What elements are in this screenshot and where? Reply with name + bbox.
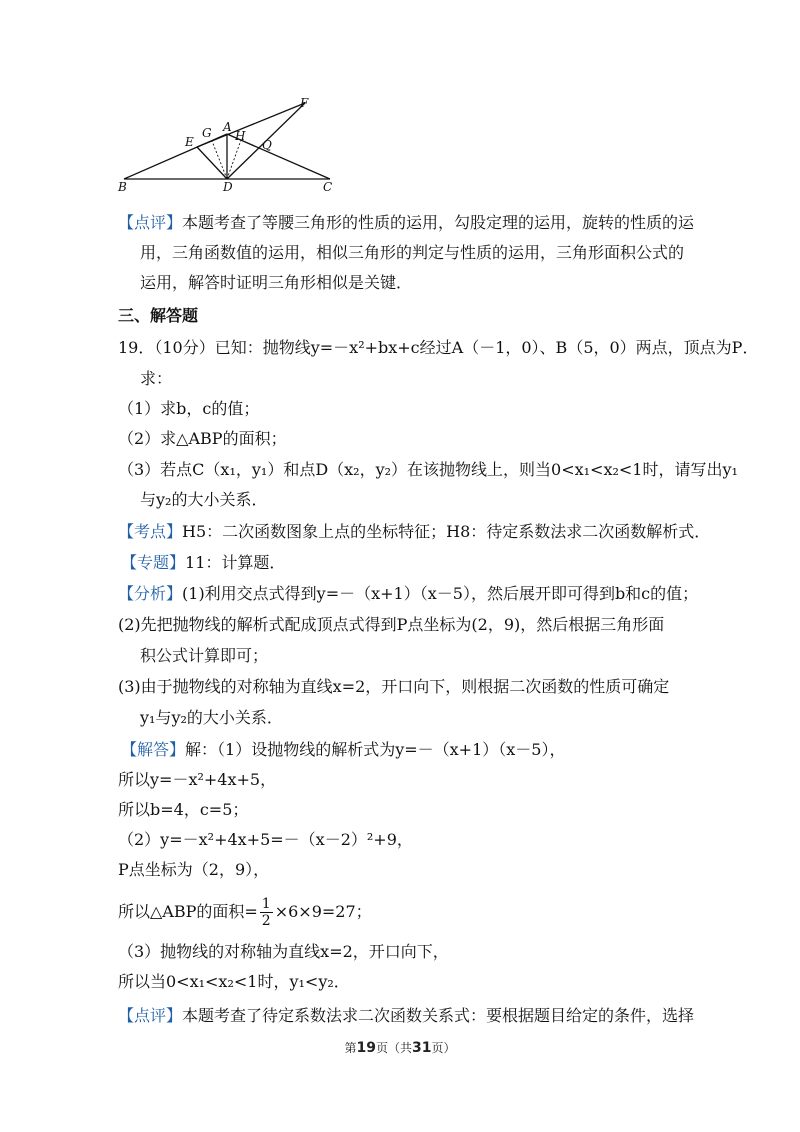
area-prefix: 所以△ABP的面积= [118, 902, 258, 921]
label-e: E [185, 135, 194, 149]
problem-line-1: 19．（10分）已知：抛物线y=－x²+bx+c经过A（－1，0）、B（5，0）两点，顶点为P． [118, 338, 759, 357]
label-q: Q [262, 138, 272, 152]
jieda-text-1: 解：（1）设抛物线的解析式为y=－（x+1）（x－5）， [185, 740, 566, 759]
jieda-line-5: P点坐标为（2，9）， [118, 860, 270, 879]
review1-line-3: 运用，解答时证明三角形相似是关键． [140, 273, 413, 292]
footer-mid: 页（共 [375, 1041, 412, 1055]
fenxi-line-3: 积公式计算即可； [140, 646, 269, 665]
review1-text-1: 本题考查了等腰三角形的性质的运用，勾股定理的运用，旋转的性质的运 [182, 213, 695, 232]
kaodian-tag: 【考点】 [118, 522, 183, 541]
jieda-line-7: （3）抛物线的对称轴为直线x=2，开口向下， [118, 942, 449, 961]
zhuanti-line [121, 552, 285, 574]
label-h: H [235, 129, 246, 143]
jieda-line-2: 所以y=－x²+4x+5， [118, 770, 277, 789]
review2-line [118, 1005, 694, 1027]
zhuanti-text: 11：计算题． [185, 553, 286, 572]
problem-line-5: （3）若点C（x₁，y₁）和点D（x₂，y₂）在该抛物线上，则当0<x₁<x₂<1时，请写出y₁ [118, 460, 738, 479]
jieda-line-1 [121, 739, 565, 761]
zhuanti-tag: 【专题】 [121, 553, 186, 572]
review2-tag: 【点评】 [118, 1006, 183, 1025]
label-f: F [300, 96, 309, 110]
kaodian-line [118, 521, 710, 543]
geometry-figure [112, 95, 342, 195]
fraction-one-half [260, 896, 273, 929]
segment-ef [197, 103, 305, 147]
fenxi-line-2: (2)先把抛物线的解析式配成顶点式得到P点坐标为(2，9)，然后根据三角形面 [118, 615, 665, 634]
problem-line-2: 求： [140, 369, 173, 388]
fenxi-tag: 【分析】 [118, 584, 183, 603]
footer-page-number: 19 [356, 1040, 376, 1056]
segment-dh-dashed [227, 140, 241, 179]
review1-line-1 [118, 212, 694, 234]
fraction-denominator: 2 [261, 913, 271, 929]
fenxi-line-4: (3)由于抛物线的对称轴为直线x=2，开口向下，则根据二次函数的性质可确定 [118, 677, 670, 696]
jieda-line-8: 所以当0<x₁<x₂<1时，y₁<y₂． [118, 972, 350, 991]
fenxi-line-1 [118, 583, 698, 605]
review2-text: 本题考查了待定系数法求二次函数关系式：要根据题目给定的条件，选择 [182, 1006, 695, 1025]
review1-tag: 【点评】 [118, 213, 183, 232]
label-g: G [202, 126, 212, 140]
label-c: C [323, 180, 333, 194]
problem-line-4: （2）求△ABP的面积； [118, 429, 287, 448]
label-d: D [223, 180, 233, 194]
fraction-numerator: 1 [261, 896, 271, 912]
problem-line-6: 与y₂的大小关系． [140, 490, 268, 509]
problem-line-3: （1）求b，c的值； [118, 399, 260, 418]
fenxi-line-5: y₁与y₂的大小关系． [140, 708, 283, 727]
footer-suffix: 页） [431, 1041, 456, 1055]
kaodian-text: H5：二次函数图象上点的坐标特征；H8：待定系数法求二次函数解析式． [182, 522, 711, 541]
section-title: 三、解答题 [118, 306, 199, 325]
jieda-line-4: （2）y=－x²+4x+5=－（x－2）²+9， [118, 830, 413, 849]
footer-total-pages: 31 [412, 1040, 432, 1056]
segment-dg-dashed [212, 141, 227, 179]
label-a: A [223, 120, 232, 134]
area-suffix: ×6×9=27； [274, 902, 372, 921]
fenxi-text-1: (1)利用交点式得到y=－（x+1）（x－5），然后展开即可得到b和c的值； [182, 584, 699, 603]
jieda-line-3: 所以b=4，c=5； [118, 800, 249, 819]
page-footer [0, 1039, 800, 1056]
jieda-tag: 【解答】 [121, 740, 186, 759]
review1-line-2: 用，三角函数值的运用，相似三角形的判定与性质的运用，三角形面积公式的 [140, 243, 685, 262]
jieda-line-6 [118, 896, 372, 929]
footer-prefix: 第 [344, 1041, 357, 1055]
segment-de [197, 147, 227, 179]
label-b: B [118, 180, 127, 194]
